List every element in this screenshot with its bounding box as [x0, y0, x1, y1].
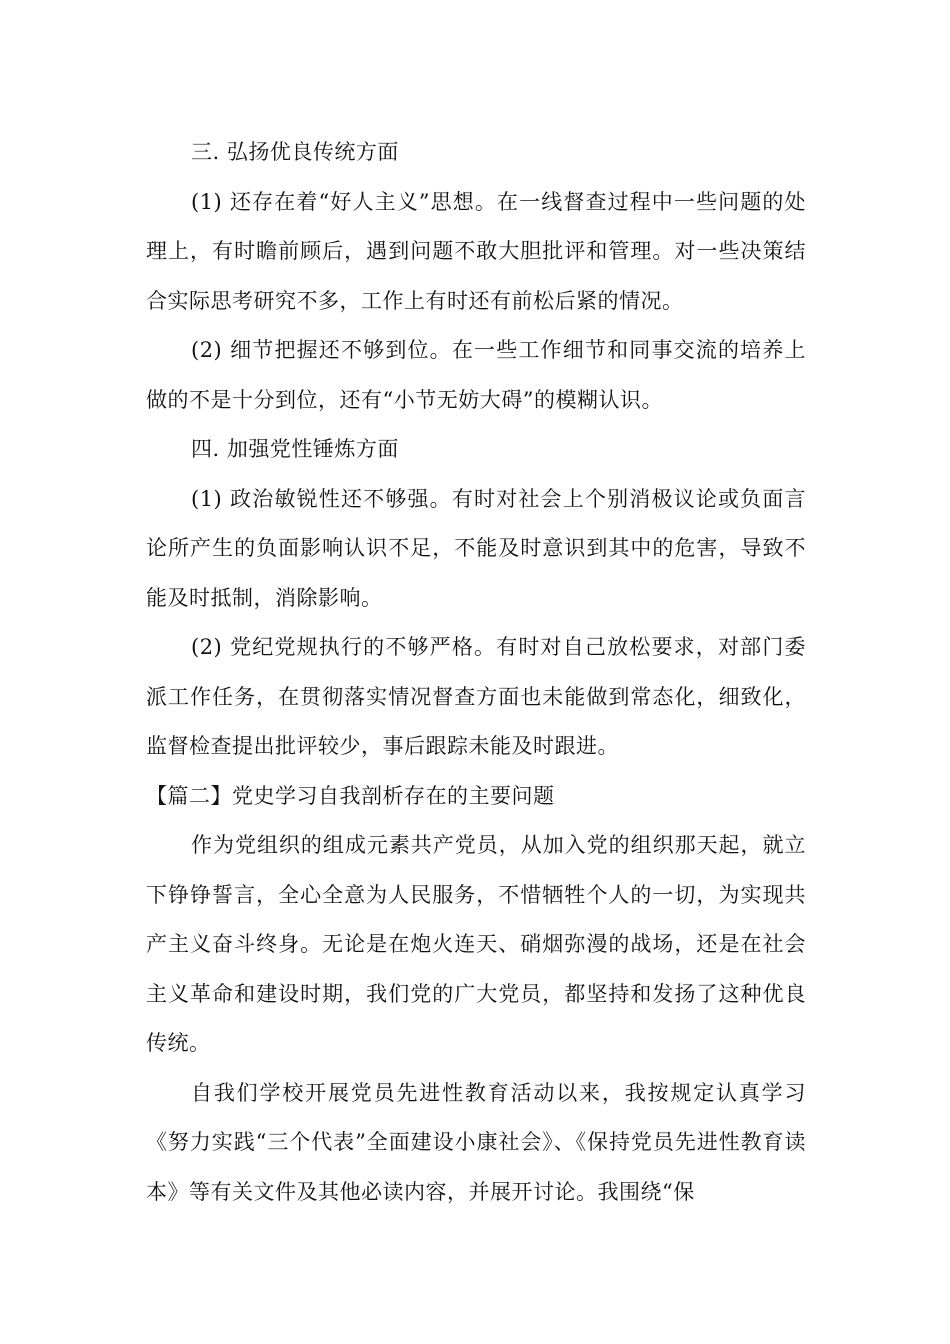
section-heading-3: 三. 弘扬优良传统方面: [191, 140, 399, 164]
paragraph-ch2-1: 作为党组织的组成元素共产党员，从加入党的组织那天起，就立下铮铮誓言，全心全意为人民服务，不惜牺牲个人的一切，为实现共产主义奋斗终身。无论是在炮火连天、硝烟弥漫的战场，还是在社会主义革命和建设时期，我们党的广大党员，都坚持和发扬了这种优良传统。: [146, 833, 806, 1055]
chapter-title-2: 【篇二】党史学习自我剖析存在的主要问题: [146, 783, 555, 808]
paragraph-4-2: (2) 党纪党规执行的不够严格。有时对自己放松要求，对部门委派工作任务，在贯彻落实情况督查方面也未能做到常态化，细致化，监督检查提出批评较少，事后跟踪未能及时跟进。: [146, 635, 806, 758]
paragraph-4-1: (1) 政治敏锐性还不够强。有时对社会上个别消极议论或负面言论所产生的负面影响认识不足，不能及时意识到其中的危害，导致不能及时抵制，消除影响。: [146, 486, 806, 610]
section-heading-4: 四. 加强党性锤炼方面: [191, 437, 399, 461]
paragraph-3-1: (1) 还存在着“好人主义”思想。在一线督查过程中一些问题的处理上，有时瞻前顾后，遇到问题不敢大胆批评和管理。对一些决策结合实际思考研究不多，工作上有时还有前松后紧的情况。: [146, 189, 806, 313]
paragraph-ch2-2: 自我们学校开展党员先进性教育活动以来，我按规定认真学习《努力实践“三个代表”全面建设小康社会》、《保持党员先进性教育读本》等有关文件及其他必读内容，并展开讨论。我围绕“保: [146, 1080, 806, 1204]
paragraph-3-2: (2) 细节把握还不够到位。在一些工作细节和同事交流的培养上做的不是十分到位，还有“小节无妨大碍”的模糊认识。: [146, 338, 806, 412]
document-body: [146, 128, 806, 1217]
